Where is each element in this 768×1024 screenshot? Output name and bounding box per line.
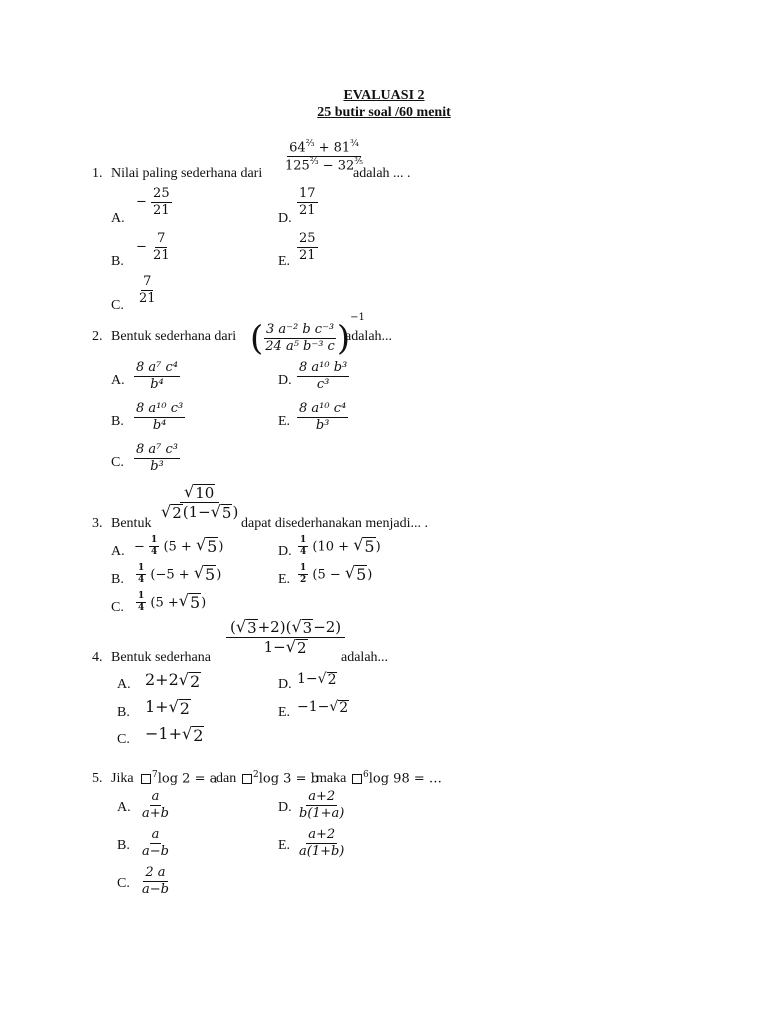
q3-suffix: dapat disederhanakan menjadi... . xyxy=(241,516,428,531)
q5-option-a-label: A. xyxy=(117,800,131,815)
q4-option-d: 1− √ 2 xyxy=(297,671,337,688)
q3-number: 3. xyxy=(92,516,103,531)
q3-option-a: − $\frac{1}{4}$ (5 + √ 5 ) xyxy=(134,535,224,558)
q1-expression: $\frac{64^{\frac{2}{3}} + 81^{\frac{3}{4}}}{125^{\frac{2}{3}} - 32^{\frac{3}{5}}}$ xyxy=(285,139,364,174)
q5-option-d: $\frac{a+2}{b(1+a)}$ xyxy=(299,789,345,821)
q5-option-a: $\frac{a}{a+b}$ xyxy=(142,789,169,821)
q2-option-a-label: A. xyxy=(111,373,125,388)
q5-option-d-label: D. xyxy=(278,800,292,815)
q3-option-e: $\frac{1}{2}$ (5 − √ 5 ) xyxy=(300,563,373,586)
q3-text: Bentuk xyxy=(111,516,152,531)
q1-number: 1. xyxy=(92,166,103,181)
q2-option-c-label: C. xyxy=(111,455,124,470)
q4-option-c: −1+ √ 2 xyxy=(145,724,204,745)
q3-option-e-label: E. xyxy=(278,572,291,587)
q2-option-b-label: B. xyxy=(111,414,124,429)
q4-number: 4. xyxy=(92,650,103,665)
q3-option-a-label: A. xyxy=(111,544,125,559)
q4-option-a: 2+2 √ 2 xyxy=(145,670,201,691)
q4-option-d-label: D. xyxy=(278,677,292,692)
q2-option-d-label: D. xyxy=(278,373,292,388)
q2-option-b: $\frac{\text{8 a¹⁰ c³}}{\text{b⁴}}$ xyxy=(136,401,184,433)
q4-option-c-label: C. xyxy=(117,732,130,747)
q1-option-d: $\frac{17}{21}$ xyxy=(299,186,316,218)
q2-expression: ( $\frac{\text{3 a⁻² b c⁻³}}{\text{24 a⁵ b⁻³ c}}$ )$^{-1}$ xyxy=(250,312,365,359)
q2-option-a: $\frac{\text{8 a⁷ c⁴}}{\text{b⁴}}$ xyxy=(136,360,178,392)
page-title: EVALUASI 2 xyxy=(343,88,425,103)
q3-option-d: $\frac{1}{4}$ (10 + √ 5 ) xyxy=(300,535,381,558)
q1-option-c-label: C. xyxy=(111,298,124,313)
q4-option-b-label: B. xyxy=(117,705,130,720)
q1-suffix: adalah ... . xyxy=(353,166,411,181)
q4-option-e-label: E. xyxy=(278,705,291,720)
q3-option-c-label: C. xyxy=(111,600,124,615)
q1-option-e-label: E. xyxy=(278,254,291,269)
q4-option-b: 1+ √ 2 xyxy=(145,697,190,718)
q1-option-c: $\frac{7}{21}$ xyxy=(139,274,156,306)
q1-option-b: − $\frac{7}{21}$ xyxy=(136,231,170,263)
q4-option-e: −1− √ 2 xyxy=(297,699,349,716)
q2-option-e-label: E. xyxy=(278,414,291,429)
q5-option-e-label: E. xyxy=(278,838,291,853)
q3-expression: √ 10 √ 2 (1− √ 5 ) xyxy=(161,482,239,522)
q3-option-b: $\frac{1}{4}$ (−5 + √ 5 ) xyxy=(138,563,222,586)
q2-option-d: $\frac{\text{8 a¹⁰ b³}}{\text{c³}}$ xyxy=(299,360,348,392)
q3-option-c: $\frac{1}{4}$ (5 + √ 5 ) xyxy=(138,591,207,614)
q1-option-a-label: A. xyxy=(111,211,125,226)
q1-option-b-label: B. xyxy=(111,254,124,269)
q3-option-b-label: B. xyxy=(111,572,124,587)
q4-expression: ( √ 3 +2)( √ 3 −2) 1− √ 2 xyxy=(226,619,345,656)
q4-suffix: adalah... xyxy=(341,650,389,665)
q1-option-d-label: D. xyxy=(278,211,292,226)
q2-option-c: $\frac{\text{8 a⁷ c³}}{\text{b³}}$ xyxy=(136,442,178,474)
q3-option-d-label: D. xyxy=(278,544,292,559)
q5-option-b-label: B. xyxy=(117,838,130,853)
q5-option-c-label: C. xyxy=(117,876,130,891)
q5-text-dan: dan xyxy=(216,771,237,786)
q1-option-e: $\frac{25}{21}$ xyxy=(299,231,316,263)
q5-text-maka: maka xyxy=(316,771,347,786)
q2-text: Bentuk sederhana dari xyxy=(111,329,237,344)
page-subtitle: 25 butir soal /60 menit xyxy=(317,105,451,120)
q5-option-c: $\frac{2 a}{a-b}$ xyxy=(142,865,169,897)
q5-text-jika: Jika xyxy=(111,771,134,786)
q5-log-3: $^6$log 98 = … xyxy=(352,770,442,786)
q4-text: Bentuk sederhana xyxy=(111,650,211,665)
q2-number: 2. xyxy=(92,329,103,344)
q1-option-a: − $\frac{25}{21}$ xyxy=(136,186,170,218)
q5-log-2: $^2$log 3 = b xyxy=(242,770,319,786)
q2-suffix: adalah... xyxy=(345,329,393,344)
q1-text: Nilai paling sederhana dari xyxy=(111,166,263,181)
q5-number: 5. xyxy=(92,771,103,786)
q5-option-e: $\frac{a+2}{a(1+b)}$ xyxy=(299,827,345,859)
q5-log-1: $^7$log 2 = a xyxy=(141,770,217,786)
q2-option-e: $\frac{\text{8 a¹⁰ c⁴}}{\text{b³}}$ xyxy=(299,401,347,433)
q5-option-b: $\frac{a}{a-b}$ xyxy=(142,827,169,859)
q4-option-a-label: A. xyxy=(117,677,131,692)
